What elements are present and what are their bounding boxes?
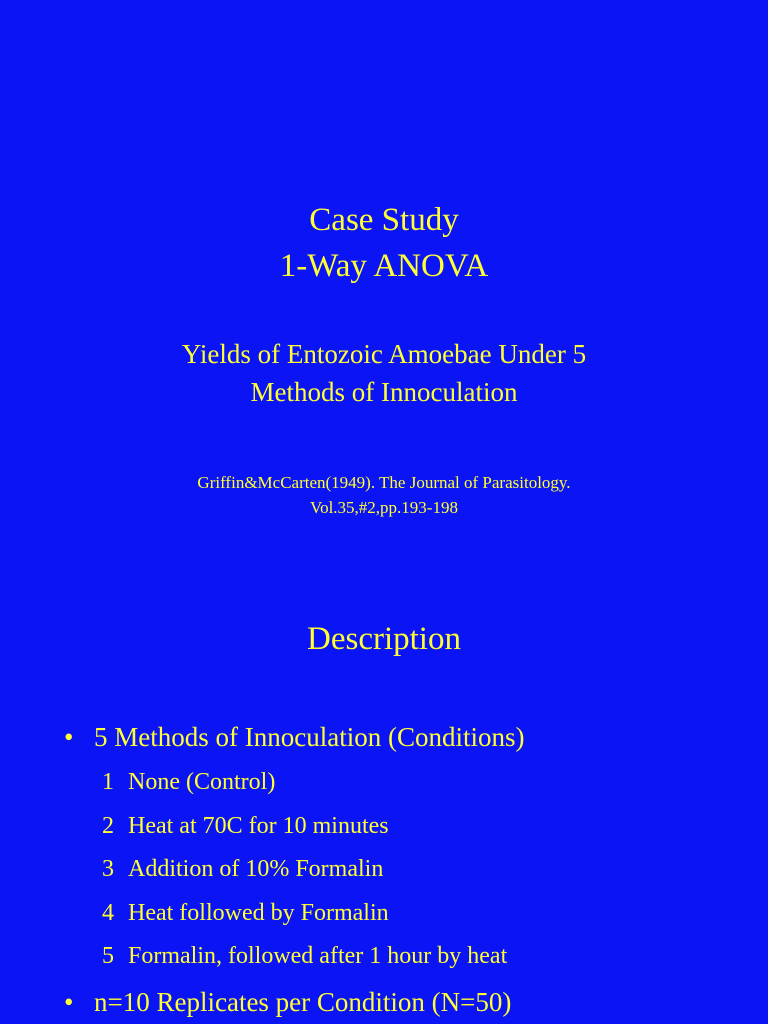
bullet-text: 5 Methods of Innoculation (Conditions) [94,722,525,752]
condition-number: 1 [102,769,114,795]
condition-label: None (Control) [128,769,276,795]
bullet-icon: • [64,722,74,752]
citation-line-2: Vol.35,#2,pp.193-198 [310,498,458,517]
condition-number: 2 [102,813,114,839]
condition-item [102,853,383,885]
condition-number: 4 [102,900,114,926]
condition-number: 5 [102,943,114,969]
bullet-item [64,718,524,756]
condition-item [102,940,507,972]
bullet-icon: • [64,987,74,1017]
citation-line-1: Griffin&McCarten(1949). The Journal of Parasitology. [197,473,571,492]
subtitle-line-2: Methods of Innoculation [250,377,518,407]
slide-subtitle [0,335,768,411]
citation [0,470,768,520]
condition-label: Heat followed by Formalin [128,900,389,926]
description-heading: Description [307,621,461,657]
condition-label: Heat at 70C for 10 minutes [128,813,389,839]
bullet-text: n=10 Replicates per Condition (N=50) [94,987,512,1017]
condition-item [102,766,275,798]
condition-item [102,810,389,842]
condition-label: Addition of 10% Formalin [128,856,384,882]
condition-number: 3 [102,856,114,882]
bullet-item [64,983,511,1021]
subtitle-line-1: Yields of Entozoic Amoebae Under 5 [181,339,587,369]
condition-label: Formalin, followed after 1 hour by heat [128,943,508,969]
title-line-2: 1-Way ANOVA [279,248,489,284]
condition-item [102,897,389,929]
title-line-1: Case Study [309,202,459,238]
description-slide [0,576,768,1024]
slide-title [0,197,768,289]
